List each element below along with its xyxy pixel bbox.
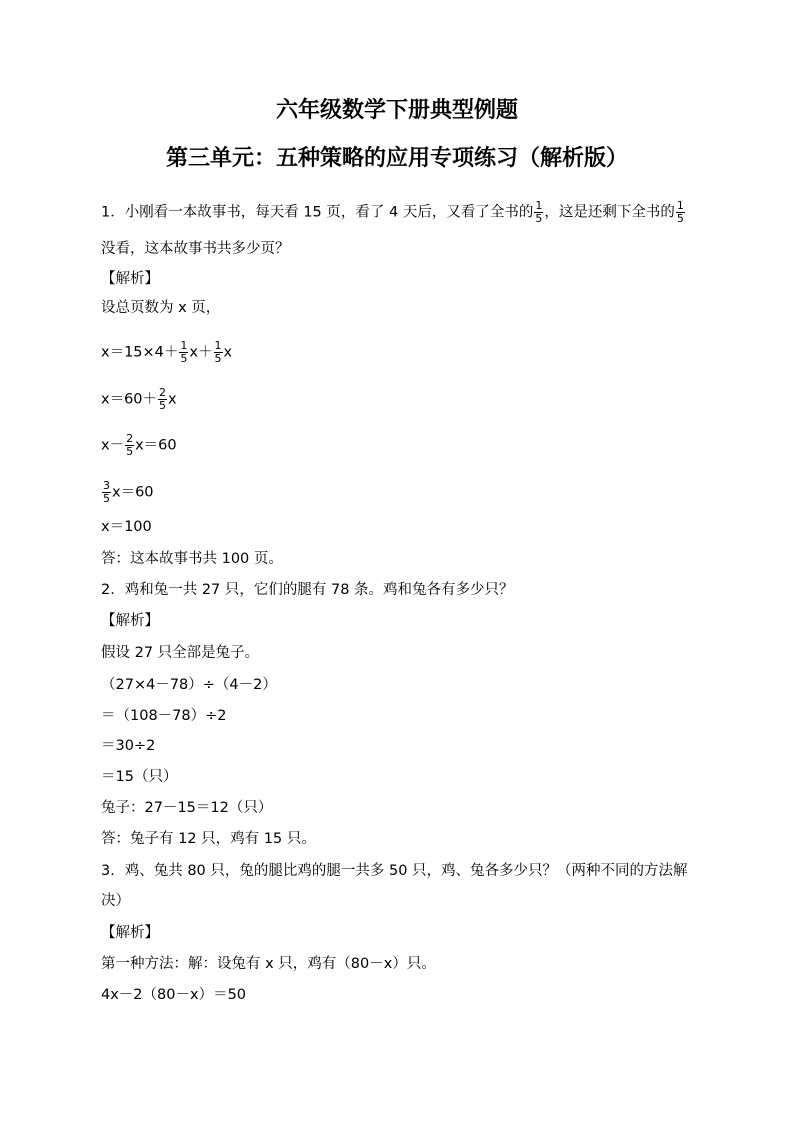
q2-line-6: 兔子：27－15＝12（只） xyxy=(101,800,273,816)
q1-step-1: 设总页数为 x 页， xyxy=(101,300,221,316)
q1-text-b: ，这是还剩下全书的 xyxy=(544,204,675,221)
q3-text-line-2: 决） xyxy=(101,893,130,909)
q1-equation-3: x－ $\frac{2}{5}$ x＝60 xyxy=(101,432,177,458)
q1-equation-2: x＝60＋ $\frac{2}{5}$ x xyxy=(101,386,177,412)
q2-analysis-label: 【解析】 xyxy=(101,613,159,629)
q1-fraction-1: $\frac{1}{5}$ xyxy=(535,199,543,225)
q2-line-1: 假设 27 只全部是兔子。 xyxy=(101,645,260,661)
q1-answer: 答：这本故事书共 100 页。 xyxy=(101,551,283,567)
q1-text-line-2: 没看，这本故事书共多少页？ xyxy=(101,241,290,257)
q3-line-2: 4x－2（80－x）＝50 xyxy=(101,987,247,1003)
q1-equation-4: $\frac{3}{5}$ x＝60 xyxy=(103,479,154,505)
q2-line-5: ＝15（只） xyxy=(101,769,178,785)
q3-analysis-label: 【解析】 xyxy=(101,925,159,941)
q1-equation-5: x＝100 xyxy=(101,519,152,535)
q2-line-2: （27×4－78）÷（4－2） xyxy=(101,677,277,693)
q1-text-line-1 xyxy=(101,200,686,225)
q2-answer: 答：兔子有 12 只，鸡有 15 只。 xyxy=(101,831,316,847)
q3-text-line-1: 3．鸡、兔共 80 只，兔的腿比鸡的腿一共多 50 只，鸡、兔各多少只？（两种不同的方法解 xyxy=(101,863,688,879)
q1-text-a: 1．小刚看一本故事书，每天看 15 页，看了 4 天后，又看了全书的 xyxy=(101,204,534,221)
q2-text: 2．鸡和兔一共 27 只，它们的腿有 78 条。鸡和兔各有多少只？ xyxy=(101,582,514,598)
q2-line-4: ＝30÷2 xyxy=(101,738,156,754)
q1-eq3-fraction: $\frac{2}{5}$ xyxy=(126,432,134,458)
q1-eq4-fraction: $\frac{3}{5}$ xyxy=(103,479,110,505)
document-subtitle: 第三单元：五种策略的应用专项练习（解析版） xyxy=(165,146,628,171)
q1-fraction-2: $\frac{1}{5}$ xyxy=(676,199,684,225)
q1-equation-1: x＝15×4＋ $\frac{1}{5}$ x＋ $\frac{1}{5}$ x xyxy=(101,339,233,365)
q1-eq1-fraction-1: $\frac{1}{5}$ xyxy=(180,339,188,365)
document-title: 六年级数学下册典型例题 xyxy=(275,98,518,123)
q1-analysis-label: 【解析】 xyxy=(101,271,159,287)
q1-eq1-fraction-2: $\frac{1}{5}$ xyxy=(214,339,222,365)
q1-eq2-fraction: $\frac{2}{5}$ xyxy=(159,386,167,412)
q3-line-1: 第一种方法：解：设兔有 x 只，鸡有（80－x）只。 xyxy=(101,956,436,972)
q2-line-3: ＝（108－78）÷2 xyxy=(101,708,227,724)
